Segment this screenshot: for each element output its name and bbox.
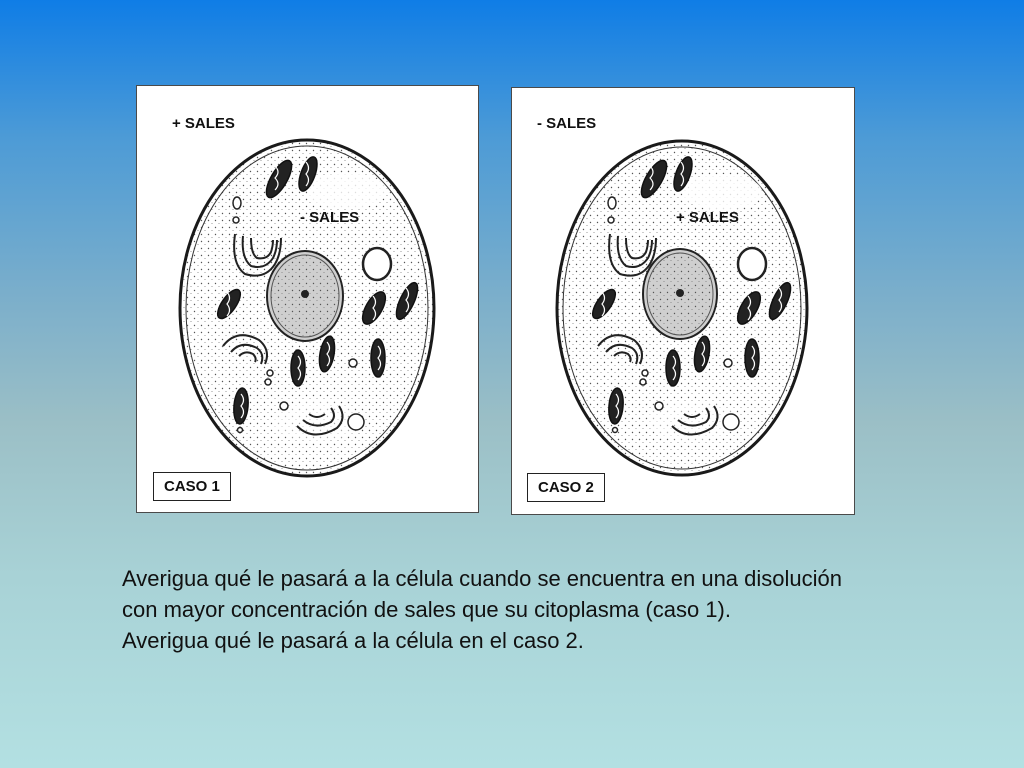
- nucleus: [267, 251, 343, 341]
- cell-diagram: [137, 86, 478, 512]
- cell-diagram: [512, 88, 854, 514]
- cell-panel-case-1: [136, 85, 479, 513]
- inside-concentration-label: - SALES: [300, 209, 360, 226]
- cell-panel-case-2: [511, 87, 855, 515]
- case-label-box: CASO 2: [527, 473, 605, 502]
- question-case-1: Averigua qué le pasará a la célula cuando se encuentra en una disolución con mayor concentración de sales que su citoplasma (caso 1).: [122, 566, 842, 622]
- case-label-box: CASO 1: [153, 472, 231, 501]
- nucleus: [643, 249, 717, 339]
- inside-concentration-label: + SALES: [676, 209, 739, 226]
- outside-concentration-label: - SALES: [537, 115, 597, 132]
- question-text: [122, 563, 882, 656]
- question-case-2: Averigua qué le pasará a la célula en el caso 2.: [122, 628, 584, 653]
- outside-concentration-label: + SALES: [172, 115, 235, 132]
